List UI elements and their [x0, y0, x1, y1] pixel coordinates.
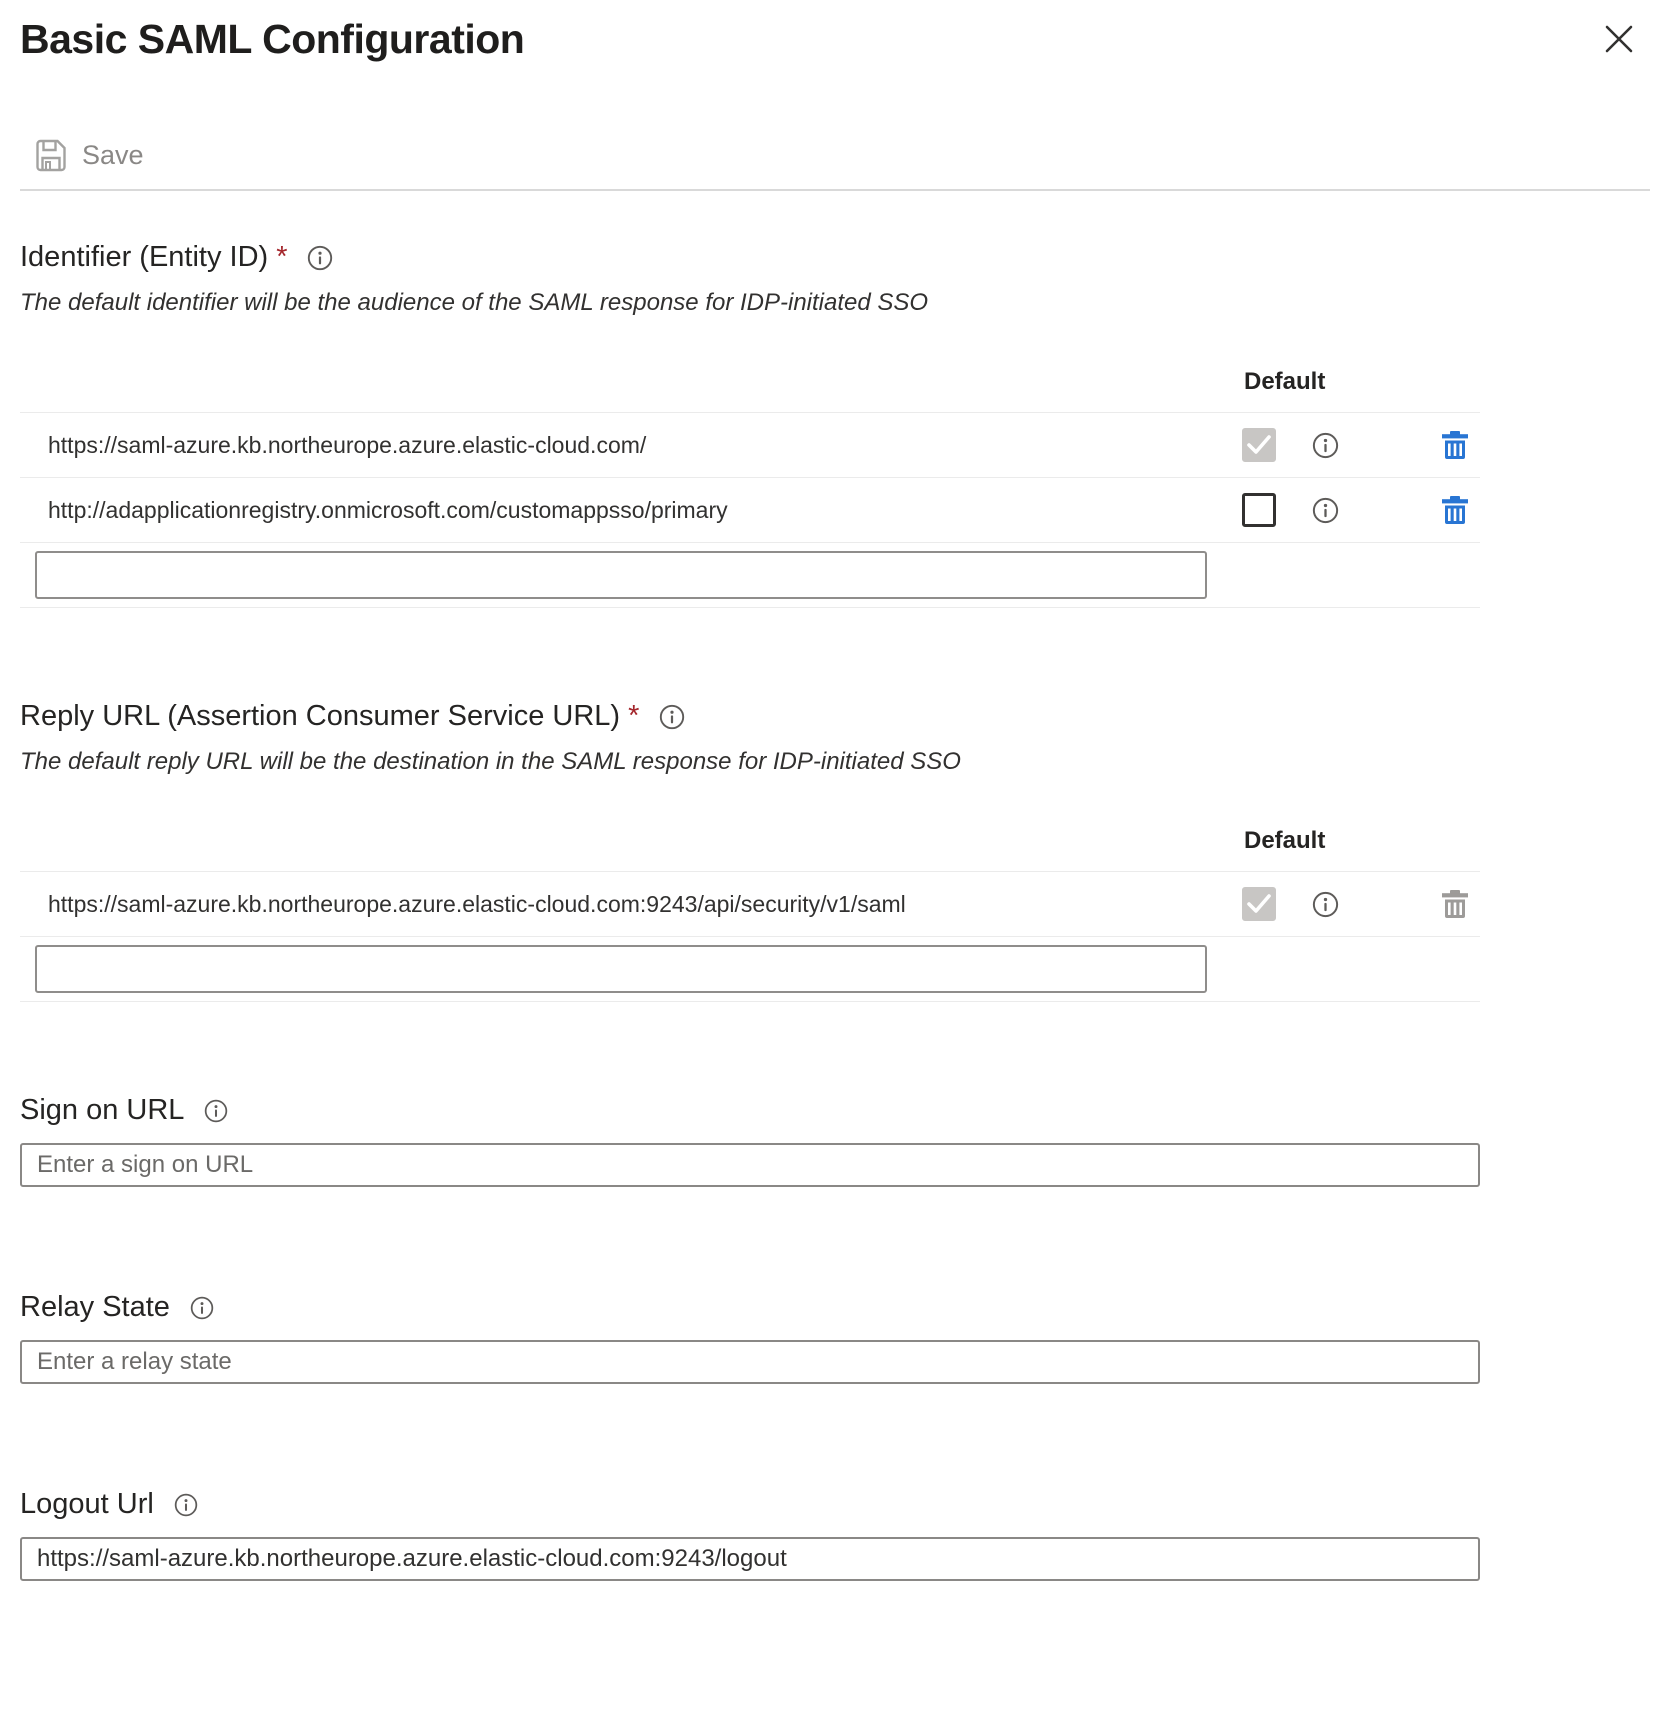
command-bar — [20, 133, 1648, 177]
default-checkbox-checked — [1242, 428, 1276, 462]
logout-url-input[interactable] — [20, 1537, 1480, 1581]
close-button[interactable] — [1604, 24, 1634, 54]
row-info-icon[interactable] — [1312, 891, 1339, 918]
trash-icon — [1442, 431, 1468, 459]
sign-on-url-section — [20, 1094, 1648, 1187]
row-info-icon[interactable] — [1312, 432, 1339, 459]
delete-identifier-button[interactable] — [1442, 431, 1468, 459]
identifier-description: The default identifier will be the audience of the SAML response for IDP-initiated SSO — [20, 289, 929, 316]
logout-url-label: Logout Url — [20, 1488, 154, 1520]
reply-url-table — [20, 827, 1480, 1002]
sign-on-url-label: Sign on URL — [20, 1094, 185, 1126]
default-checkbox-unchecked[interactable] — [1242, 493, 1276, 527]
logout-url-section — [20, 1488, 1648, 1581]
identifier-table — [20, 368, 1480, 608]
identifier-url-1: https://saml-azure.kb.northeurope.azure.elastic-cloud.com/ — [48, 431, 647, 458]
checkmark-icon — [1242, 887, 1276, 921]
relay-state-info-icon[interactable] — [190, 1296, 214, 1320]
trash-icon — [1442, 496, 1468, 524]
reply-url-section-label: Reply URL (Assertion Consumer Service URL) — [20, 700, 621, 732]
sign-on-url-info-icon[interactable] — [204, 1099, 228, 1123]
save-icon — [34, 138, 68, 173]
relay-state-input[interactable] — [20, 1340, 1480, 1384]
identifier-new-entry-row — [20, 542, 1480, 608]
reply-url-1: https://saml-azure.kb.northeurope.azure.elastic-cloud.com:9243/api/security/v1/saml — [48, 890, 906, 917]
close-icon — [1605, 25, 1633, 53]
save-button[interactable] — [34, 138, 144, 173]
default-checkbox-checked — [1242, 887, 1276, 921]
sign-on-url-input[interactable] — [20, 1143, 1480, 1187]
relay-state-section — [20, 1291, 1648, 1384]
identifier-url-2: http://adapplicationregistry.onmicrosoft.com/customappsso/primary — [48, 496, 728, 523]
required-asterisk: * — [276, 241, 288, 273]
identifier-info-icon[interactable] — [307, 245, 333, 271]
identifier-row-1 — [20, 412, 1480, 477]
page-title: Basic SAML Configuration — [20, 16, 525, 62]
default-column-header: Default — [1244, 368, 1326, 395]
reply-url-description: The default reply URL will be the destination in the SAML response for IDP-initiated SSO — [20, 748, 961, 775]
reply-url-info-icon[interactable] — [659, 704, 685, 730]
new-reply-url-input[interactable] — [35, 945, 1207, 993]
save-label: Save — [82, 139, 144, 170]
new-identifier-input[interactable] — [35, 551, 1207, 599]
delete-reply-url-button-disabled — [1442, 890, 1468, 918]
identifier-section — [20, 241, 1648, 608]
relay-state-label: Relay State — [20, 1291, 170, 1323]
default-column-header: Default — [1244, 827, 1326, 854]
required-asterisk: * — [628, 700, 640, 732]
trash-icon-disabled — [1442, 890, 1468, 918]
reply-url-new-entry-row — [20, 936, 1480, 1002]
reply-url-section — [20, 700, 1648, 1002]
toolbar-divider — [20, 189, 1650, 191]
identifier-row-2 — [20, 477, 1480, 542]
delete-identifier-button[interactable] — [1442, 496, 1468, 524]
row-info-icon[interactable] — [1312, 497, 1339, 524]
checkmark-icon — [1242, 428, 1276, 462]
reply-url-row-1 — [20, 871, 1480, 936]
identifier-section-label: Identifier (Entity ID) — [20, 241, 269, 273]
logout-url-info-icon[interactable] — [174, 1493, 198, 1517]
